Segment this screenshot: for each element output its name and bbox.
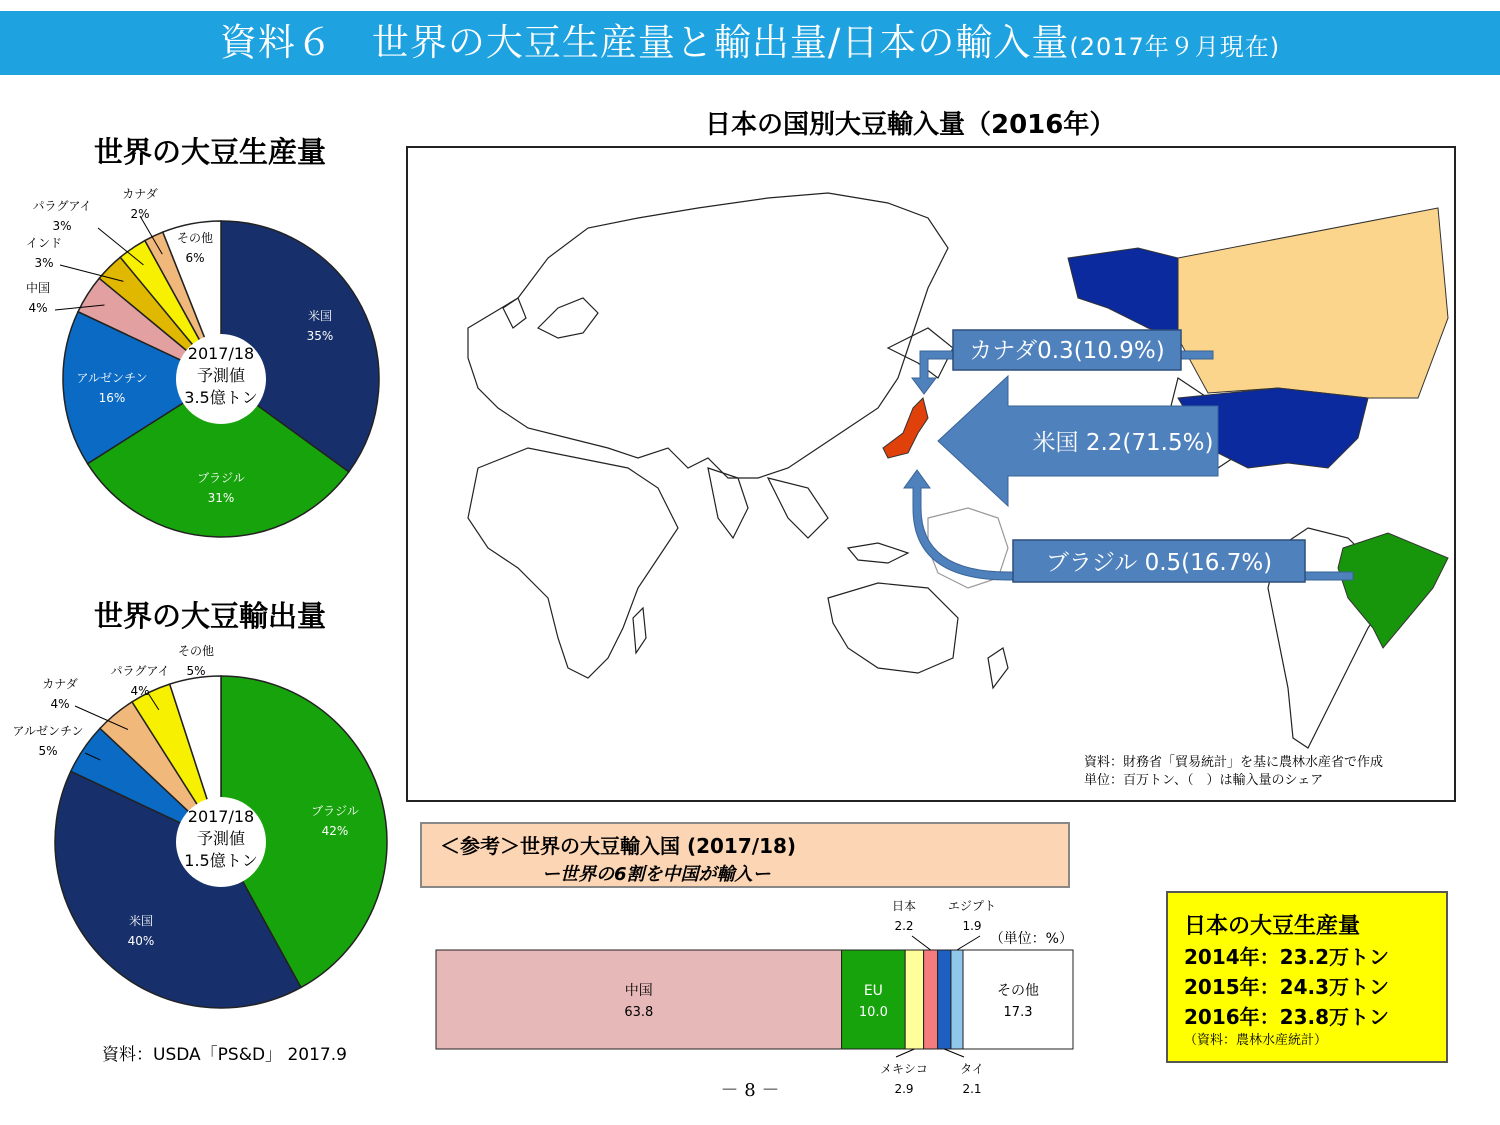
production-slice-label-3: 中国: [25, 281, 51, 295]
bar-leader-2: [896, 1049, 914, 1057]
production-pie-title: 世界の大豆生産量: [94, 135, 327, 169]
export-slice-pct-5: 5%: [186, 664, 206, 678]
production-slice-pct-7: 6%: [185, 251, 205, 265]
bar-value-5: 1.9: [962, 919, 982, 933]
japan-production-2016: 2016年：23.8万トン: [1184, 1005, 1390, 1029]
production-slice-pct-0: 35%: [306, 329, 334, 343]
se-asia-outline: [768, 478, 828, 538]
export-slice-pct-3: 4%: [50, 697, 70, 711]
bar-segment-3: [924, 950, 938, 1049]
reference-title: ＜参考＞世界の大豆輸入国 (2017/18): [440, 834, 797, 858]
bar-segment-2: [905, 950, 923, 1049]
world-map-drawing: [408, 148, 1454, 800]
production-slice-pct-3: 4%: [28, 301, 48, 315]
bar-leader-5: [957, 936, 980, 950]
bar-value-4: 2.1: [962, 1082, 982, 1096]
usa-import-label: 米国 2.2(71.5%): [1032, 430, 1214, 456]
page-title: [0, 11, 1500, 75]
world-map: [406, 146, 1456, 802]
bar-leader-4: [944, 1049, 964, 1057]
canada-shape: [1178, 208, 1448, 398]
export-slice-pct-1: 40%: [127, 934, 155, 948]
production-slice-pct-1: 31%: [207, 491, 235, 505]
map-unit-line: 単位：百万トン、（ ）は輸入量のシェア: [1084, 773, 1324, 788]
export-pie-chart: [0, 635, 400, 1035]
bar-segment-0: [436, 950, 842, 1049]
bar-leader-3: [912, 936, 931, 950]
page-title-main: 資料６ 世界の大豆生産量と輸出量/日本の輸入量: [219, 21, 1070, 64]
japan-production-title: 日本の大豆生産量: [1184, 914, 1361, 939]
production-slice-label-5: パラグアイ: [32, 199, 92, 213]
bar-value-2: 2.9: [894, 1082, 914, 1096]
bar-label-6: その他: [997, 983, 1040, 999]
bar-segment-1: [842, 950, 906, 1049]
new-zealand-outline: [988, 648, 1008, 688]
bar-value-0: 63.8: [624, 1005, 654, 1020]
map-title: 日本の国別大豆輸入量（2016年）: [705, 110, 1116, 140]
export-slice-label-0: ブラジル: [311, 804, 359, 818]
export-slice-label-5: その他: [177, 644, 215, 658]
scandinavia-outline: [538, 298, 598, 338]
alaska-shape: [1068, 248, 1178, 338]
bar-segment-4: [938, 950, 951, 1049]
production-slice-pct-6: 2%: [130, 207, 150, 221]
map-source-line: 資料：財務省「貿易統計」を基に農林水産省で作成: [1084, 755, 1384, 770]
export-slice-pct-4: 4%: [130, 684, 150, 698]
export-slice-pct-2: 5%: [38, 744, 58, 758]
header-bar: [0, 11, 1500, 75]
map-source-note: [1084, 754, 1383, 790]
bar-value-1: 10.0: [858, 1005, 888, 1020]
japan-production-2014: 2014年：23.2万トン: [1184, 945, 1390, 969]
pie-source-note: 資料：USDA「PS&D」 2017.9: [102, 1045, 347, 1065]
africa-outline: [468, 448, 678, 678]
brazil-shape: [1338, 533, 1448, 648]
production-slice-label-1: ブラジル: [197, 471, 245, 485]
brazil-import-label: ブラジル 0.5(16.7%): [1045, 550, 1273, 576]
canada-import-label: カナダ0.3(10.9%): [969, 338, 1165, 364]
japan-production-source: （資料：農林水産統計）: [1184, 1033, 1328, 1048]
eurasia-outline: [468, 193, 948, 478]
madagascar-outline: [633, 608, 646, 653]
production-slice-label-0: 米国: [307, 309, 333, 323]
japan-production-2015: 2015年：24.3万トン: [1184, 975, 1390, 999]
export-slice-label-4: パラグアイ: [110, 664, 170, 678]
production-slice-label-2: アルゼンチン: [76, 371, 148, 385]
bar-label-5: エジプト: [947, 899, 997, 913]
production-slice-pct-2: 16%: [98, 391, 126, 405]
japan-production-box: [1166, 891, 1448, 1063]
bar-label-1: EU: [863, 983, 883, 999]
export-slice-label-1: 米国: [128, 914, 154, 928]
production-slice-label-7: その他: [176, 231, 214, 245]
export-slice-pct-0: 42%: [321, 824, 349, 838]
bar-label-2: メキシコ: [880, 1062, 928, 1076]
bar-value-6: 17.3: [1003, 1005, 1033, 1020]
bar-segment-6: [963, 950, 1073, 1049]
production-slice-pct-4: 3%: [34, 256, 54, 270]
reference-box: [420, 822, 1070, 888]
production-center-line-0: 2017/18: [187, 344, 255, 363]
bar-label-0: 中国: [624, 983, 653, 999]
production-slice-label-6: カナダ: [122, 187, 158, 201]
britain-outline: [503, 298, 526, 328]
production-slice-label-4: インド: [25, 236, 63, 250]
export-slice-label-3: カナダ: [42, 677, 78, 691]
export-slice-label-2: アルゼンチン: [12, 724, 84, 738]
reference-subtitle: ー世界の6割を中国が輸入ー: [542, 864, 771, 885]
bar-label-4: タイ: [960, 1062, 984, 1076]
bar-segment-5: [951, 950, 963, 1049]
page-number: － 8 －: [720, 1080, 780, 1101]
production-center-line-1: 予測値: [196, 366, 246, 385]
page-title-date: (2017年９月現在): [1069, 33, 1281, 61]
production-center-line-2: 3.5億トン: [184, 388, 258, 407]
japan-shape: [883, 398, 928, 458]
export-center-line-2: 1.5億トン: [184, 851, 258, 870]
export-center-line-1: 予測値: [196, 829, 246, 848]
australia-outline: [828, 583, 958, 673]
bar-segments: [436, 950, 1073, 1049]
bar-value-3: 2.2: [894, 919, 914, 933]
export-center-line-0: 2017/18: [187, 807, 255, 826]
bar-unit-label: （単位：%）: [989, 931, 1073, 947]
production-pie-chart: [0, 170, 400, 570]
export-pie-title: 世界の大豆輸出量: [94, 599, 327, 633]
indonesia-outline: [848, 543, 908, 563]
bar-label-3: 日本: [891, 899, 917, 913]
production-slice-pct-5: 3%: [52, 219, 72, 233]
